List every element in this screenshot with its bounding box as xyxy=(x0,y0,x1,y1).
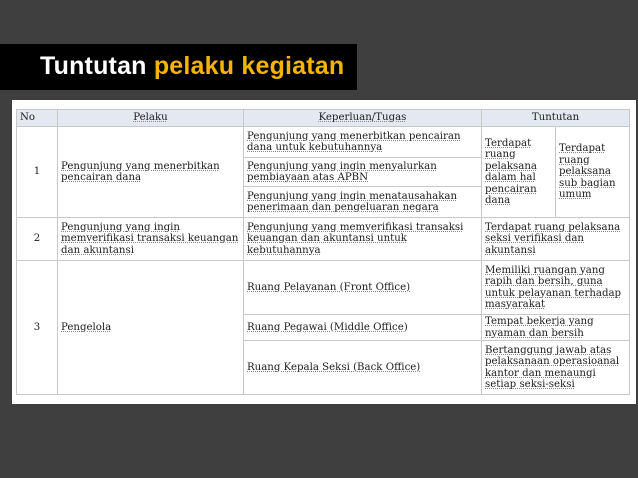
requirements-table xyxy=(16,109,630,395)
row3-keperluan-3: Ruang Kepala Seksi (Back Office) xyxy=(244,341,482,395)
row2-no: 2 xyxy=(17,218,58,261)
row3-tuntutan-1: Memiliki ruangan yang rapih dan bersih, guna untuk pelayanan terhadap masyarakat xyxy=(482,261,630,315)
title-main: Tuntutan xyxy=(40,52,147,80)
row2-pelaku: Pengunjung yang ingin memverifikasi transaksi keuangan dan akuntansi xyxy=(58,218,244,261)
row1-tuntutan-a: Terdapat ruang pelaksana dalam hal pencairan dana xyxy=(482,127,556,218)
slide-title xyxy=(40,52,344,81)
row1-keperluan-2: Pengunjung yang ingin menyalurkan pembiayaan atas APBN xyxy=(244,158,482,187)
header-no: No xyxy=(17,110,58,127)
row3-keperluan-1: Ruang Pelayanan (Front Office) xyxy=(244,261,482,315)
row1-keperluan-1: Pengunjung yang menerbitkan pencairan dana untuk kebutuhannya xyxy=(244,127,482,158)
table-header-row xyxy=(17,110,630,127)
row1-no: 1 xyxy=(17,127,58,218)
header-pelaku: Pelaku xyxy=(58,110,244,127)
table-row xyxy=(17,218,630,261)
row3-keperluan-2: Ruang Pegawai (Middle Office) xyxy=(244,315,482,341)
row1-keperluan-3: Pengunjung yang ingin menatausahakan penerimaan dan pengeluaran negara xyxy=(244,187,482,218)
row3-tuntutan-2: Tempat bekerja yang nyaman dan bersih xyxy=(482,315,630,341)
row3-tuntutan-3: Bertanggung jawab atas pelaksanaan operasioanal kantor dan menaungi setiap seksi-seksi xyxy=(482,341,630,395)
table-row xyxy=(17,261,630,315)
title-accent: pelaku kegiatan xyxy=(153,52,345,80)
row1-pelaku: Pengunjung yang menerbitkan pencairan dana xyxy=(58,127,244,218)
row2-keperluan: Pengunjung yang memverifikasi transaksi keuangan dan akuntansi untuk kebutuhannya xyxy=(244,218,482,261)
header-tuntutan: Tuntutan xyxy=(482,110,630,127)
row2-tuntutan: Terdapat ruang pelaksana seksi verifikasi dan akuntansi xyxy=(482,218,630,261)
header-keperluan: Keperluan/Tugas xyxy=(244,110,482,127)
row3-pelaku: Pengelola xyxy=(58,261,244,395)
row1-tuntutan-b: Terdapat ruang pelaksana sub bagian umum xyxy=(556,127,630,218)
table-row xyxy=(17,127,630,158)
row3-no: 3 xyxy=(17,261,58,395)
